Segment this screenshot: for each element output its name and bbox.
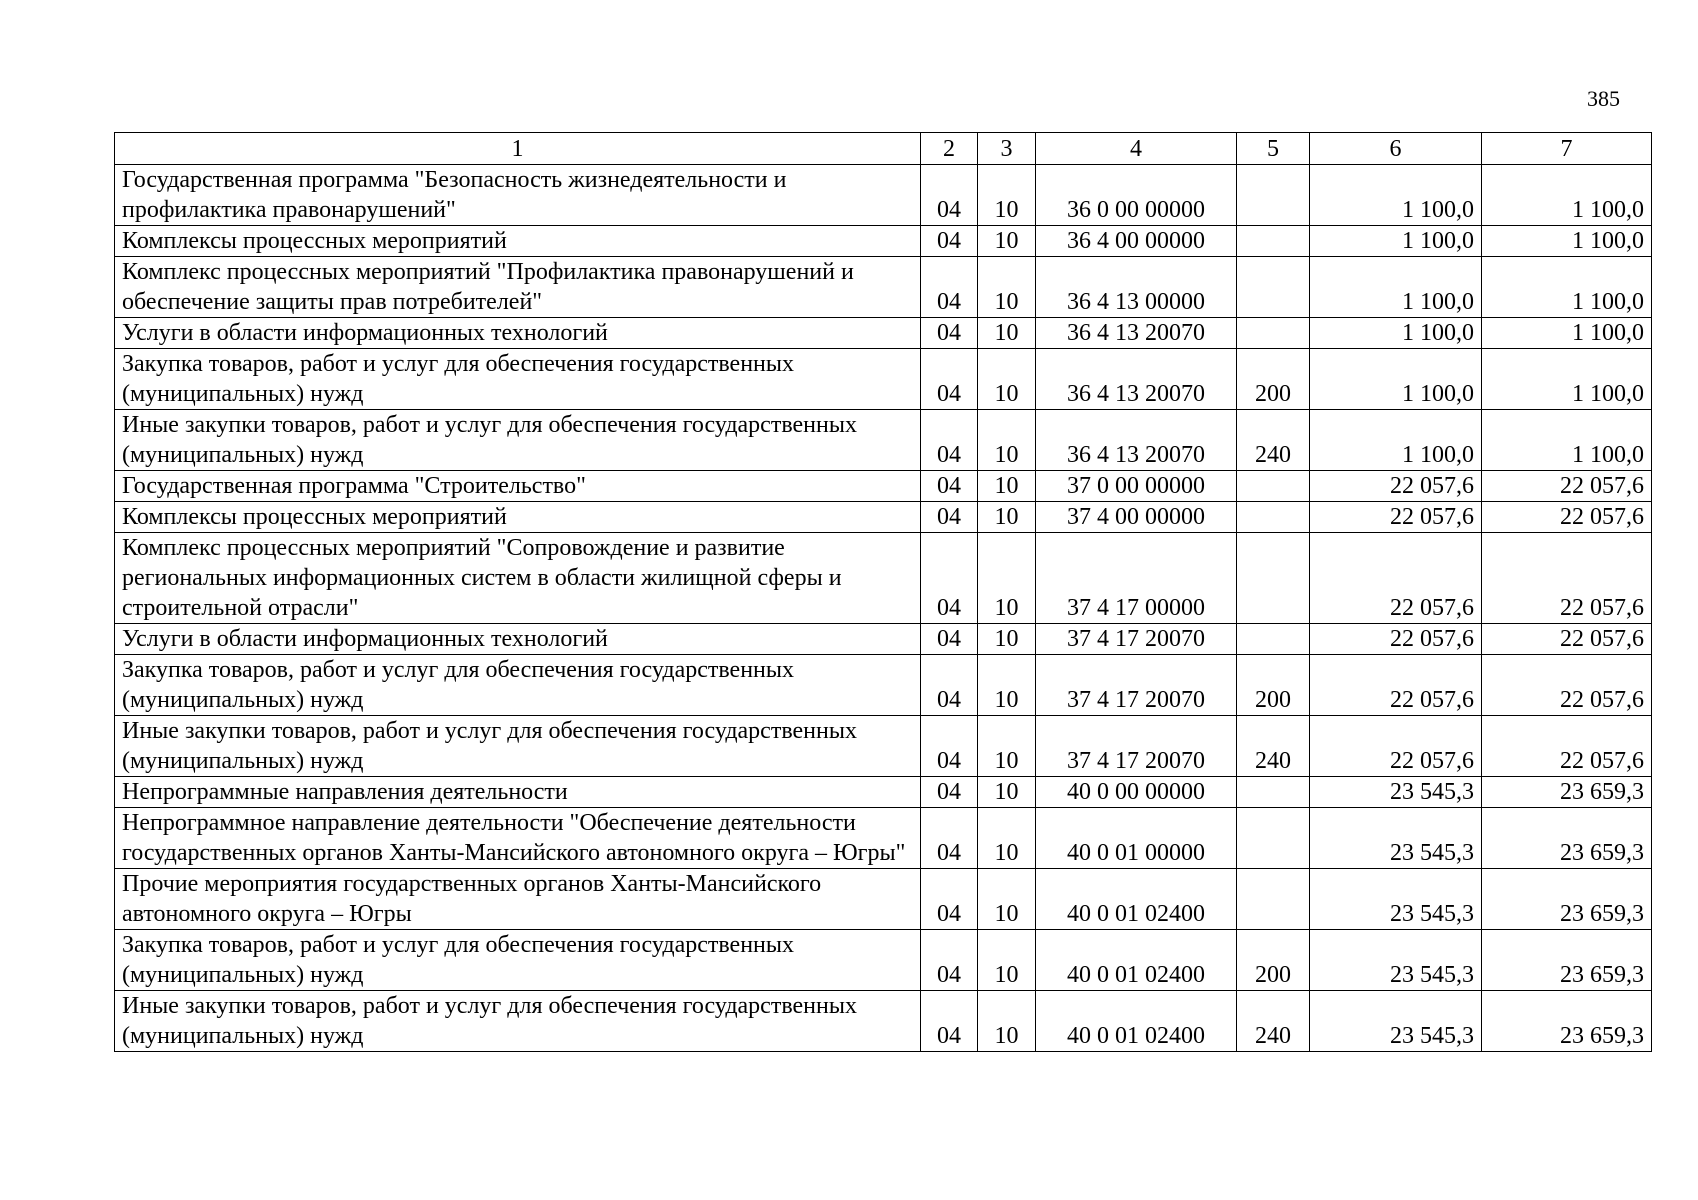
cell-amount-year-2: 1 100,0 (1482, 349, 1652, 410)
cell-section: 04 (921, 991, 978, 1052)
header-col-4: 4 (1036, 133, 1237, 165)
cell-amount-year-1: 23 545,3 (1310, 991, 1482, 1052)
cell-amount-year-2: 22 057,6 (1482, 624, 1652, 655)
cell-target-article: 40 0 01 02400 (1036, 930, 1237, 991)
header-row (115, 133, 1652, 165)
cell-section: 04 (921, 930, 978, 991)
cell-expense-type: 200 (1237, 930, 1310, 991)
cell-target-article: 37 0 00 00000 (1036, 471, 1237, 502)
cell-subsection: 10 (978, 624, 1036, 655)
cell-expense-type (1237, 533, 1310, 624)
cell-expense-type (1237, 471, 1310, 502)
cell-section: 04 (921, 349, 978, 410)
cell-amount-year-2: 23 659,3 (1482, 808, 1652, 869)
cell-name: Непрограммное направление деятельности "Обеспечение деятельности государственных органов Ханты-Мансийского автономного округа – Югры" (115, 808, 921, 869)
cell-name: Иные закупки товаров, работ и услуг для обеспечения государственных (муниципальных) нужд (115, 716, 921, 777)
cell-amount-year-1: 22 057,6 (1310, 624, 1482, 655)
cell-target-article: 40 0 01 00000 (1036, 808, 1237, 869)
cell-section: 04 (921, 165, 978, 226)
table-row (115, 318, 1652, 349)
table-row (115, 624, 1652, 655)
cell-name: Комплекс процессных мероприятий "Сопровождение и развитие региональных информационных систем в области жилищной сферы и строительной отрасли" (115, 533, 921, 624)
cell-name: Государственная программа "Безопасность жизнедеятельности и профилактика правонарушений" (115, 165, 921, 226)
cell-target-article: 40 0 00 00000 (1036, 777, 1237, 808)
table-body (115, 165, 1652, 1052)
cell-subsection: 10 (978, 257, 1036, 318)
cell-amount-year-1: 1 100,0 (1310, 410, 1482, 471)
cell-expense-type (1237, 777, 1310, 808)
cell-section: 04 (921, 655, 978, 716)
cell-section: 04 (921, 777, 978, 808)
table-row (115, 349, 1652, 410)
cell-expense-type (1237, 318, 1310, 349)
cell-amount-year-2: 22 057,6 (1482, 655, 1652, 716)
cell-target-article: 37 4 17 20070 (1036, 655, 1237, 716)
cell-amount-year-1: 23 545,3 (1310, 808, 1482, 869)
cell-subsection: 10 (978, 869, 1036, 930)
table-row (115, 716, 1652, 777)
cell-expense-type: 200 (1237, 349, 1310, 410)
cell-section: 04 (921, 808, 978, 869)
cell-section: 04 (921, 716, 978, 777)
table-row (115, 502, 1652, 533)
cell-target-article: 36 4 13 20070 (1036, 410, 1237, 471)
cell-expense-type: 200 (1237, 655, 1310, 716)
cell-expense-type (1237, 502, 1310, 533)
table-row (115, 869, 1652, 930)
cell-expense-type (1237, 165, 1310, 226)
cell-expense-type (1237, 624, 1310, 655)
cell-subsection: 10 (978, 226, 1036, 257)
cell-target-article: 36 0 00 00000 (1036, 165, 1237, 226)
cell-amount-year-1: 23 545,3 (1310, 869, 1482, 930)
cell-amount-year-2: 1 100,0 (1482, 257, 1652, 318)
cell-name: Непрограммные направления деятельности (115, 777, 921, 808)
header-col-5: 5 (1237, 133, 1310, 165)
header-col-7: 7 (1482, 133, 1652, 165)
cell-expense-type: 240 (1237, 410, 1310, 471)
cell-target-article: 37 4 17 00000 (1036, 533, 1237, 624)
cell-amount-year-2: 1 100,0 (1482, 318, 1652, 349)
cell-amount-year-1: 22 057,6 (1310, 533, 1482, 624)
cell-amount-year-2: 1 100,0 (1482, 226, 1652, 257)
cell-section: 04 (921, 410, 978, 471)
header-col-1: 1 (115, 133, 921, 165)
cell-section: 04 (921, 869, 978, 930)
table-row (115, 257, 1652, 318)
cell-section: 04 (921, 533, 978, 624)
cell-name: Иные закупки товаров, работ и услуг для обеспечения государственных (муниципальных) нужд (115, 991, 921, 1052)
table-row (115, 410, 1652, 471)
cell-subsection: 10 (978, 930, 1036, 991)
cell-amount-year-2: 23 659,3 (1482, 991, 1652, 1052)
cell-target-article: 36 4 13 00000 (1036, 257, 1237, 318)
cell-name: Услуги в области информационных технологий (115, 318, 921, 349)
cell-section: 04 (921, 257, 978, 318)
cell-subsection: 10 (978, 808, 1036, 869)
cell-amount-year-2: 23 659,3 (1482, 777, 1652, 808)
cell-amount-year-2: 23 659,3 (1482, 930, 1652, 991)
table-row (115, 165, 1652, 226)
cell-target-article: 37 4 17 20070 (1036, 716, 1237, 777)
cell-section: 04 (921, 471, 978, 502)
cell-amount-year-2: 1 100,0 (1482, 165, 1652, 226)
cell-section: 04 (921, 226, 978, 257)
table-row (115, 226, 1652, 257)
table-row (115, 991, 1652, 1052)
cell-target-article: 36 4 13 20070 (1036, 349, 1237, 410)
cell-subsection: 10 (978, 502, 1036, 533)
cell-amount-year-1: 22 057,6 (1310, 716, 1482, 777)
table-row (115, 471, 1652, 502)
cell-target-article: 40 0 01 02400 (1036, 869, 1237, 930)
cell-amount-year-1: 1 100,0 (1310, 165, 1482, 226)
cell-expense-type: 240 (1237, 991, 1310, 1052)
header-col-6: 6 (1310, 133, 1482, 165)
cell-section: 04 (921, 624, 978, 655)
cell-name: Закупка товаров, работ и услуг для обеспечения государственных (муниципальных) нужд (115, 349, 921, 410)
cell-subsection: 10 (978, 991, 1036, 1052)
cell-name: Государственная программа "Строительство" (115, 471, 921, 502)
cell-expense-type (1237, 257, 1310, 318)
cell-subsection: 10 (978, 716, 1036, 777)
cell-name: Иные закупки товаров, работ и услуг для обеспечения государственных (муниципальных) нужд (115, 410, 921, 471)
table-row (115, 930, 1652, 991)
cell-amount-year-2: 22 057,6 (1482, 716, 1652, 777)
cell-expense-type (1237, 226, 1310, 257)
cell-amount-year-1: 23 545,3 (1310, 930, 1482, 991)
cell-expense-type (1237, 869, 1310, 930)
cell-name: Прочие мероприятия государственных органов Ханты-Мансийского автономного округа – Югры (115, 869, 921, 930)
cell-amount-year-2: 1 100,0 (1482, 410, 1652, 471)
table-row (115, 808, 1652, 869)
page-number: 385 (1587, 86, 1620, 111)
header-col-3: 3 (978, 133, 1036, 165)
cell-name: Комплексы процессных мероприятий (115, 226, 921, 257)
cell-amount-year-1: 22 057,6 (1310, 471, 1482, 502)
cell-name: Закупка товаров, работ и услуг для обеспечения государственных (муниципальных) нужд (115, 930, 921, 991)
cell-expense-type (1237, 808, 1310, 869)
cell-amount-year-1: 1 100,0 (1310, 257, 1482, 318)
cell-amount-year-2: 22 057,6 (1482, 471, 1652, 502)
cell-section: 04 (921, 502, 978, 533)
cell-subsection: 10 (978, 318, 1036, 349)
cell-amount-year-2: 22 057,6 (1482, 502, 1652, 533)
cell-target-article: 40 0 01 02400 (1036, 991, 1237, 1052)
cell-target-article: 36 4 13 20070 (1036, 318, 1237, 349)
cell-amount-year-2: 23 659,3 (1482, 869, 1652, 930)
cell-subsection: 10 (978, 349, 1036, 410)
cell-amount-year-1: 1 100,0 (1310, 349, 1482, 410)
cell-target-article: 36 4 00 00000 (1036, 226, 1237, 257)
cell-subsection: 10 (978, 165, 1036, 226)
table-row (115, 777, 1652, 808)
header-col-2: 2 (921, 133, 978, 165)
cell-subsection: 10 (978, 471, 1036, 502)
cell-subsection: 10 (978, 655, 1036, 716)
cell-subsection: 10 (978, 777, 1036, 808)
cell-expense-type: 240 (1237, 716, 1310, 777)
table-row (115, 655, 1652, 716)
cell-amount-year-2: 22 057,6 (1482, 533, 1652, 624)
budget-table (114, 132, 1652, 1052)
cell-amount-year-1: 22 057,6 (1310, 655, 1482, 716)
table-row (115, 533, 1652, 624)
cell-subsection: 10 (978, 533, 1036, 624)
cell-target-article: 37 4 00 00000 (1036, 502, 1237, 533)
cell-name: Комплексы процессных мероприятий (115, 502, 921, 533)
cell-amount-year-1: 23 545,3 (1310, 777, 1482, 808)
cell-name: Комплекс процессных мероприятий "Профилактика правонарушений и обеспечение защиты прав потребителей" (115, 257, 921, 318)
table-header (115, 133, 1652, 165)
cell-section: 04 (921, 318, 978, 349)
cell-target-article: 37 4 17 20070 (1036, 624, 1237, 655)
cell-amount-year-1: 22 057,6 (1310, 502, 1482, 533)
cell-amount-year-1: 1 100,0 (1310, 226, 1482, 257)
cell-amount-year-1: 1 100,0 (1310, 318, 1482, 349)
cell-name: Услуги в области информационных технологий (115, 624, 921, 655)
cell-subsection: 10 (978, 410, 1036, 471)
cell-name: Закупка товаров, работ и услуг для обеспечения государственных (муниципальных) нужд (115, 655, 921, 716)
